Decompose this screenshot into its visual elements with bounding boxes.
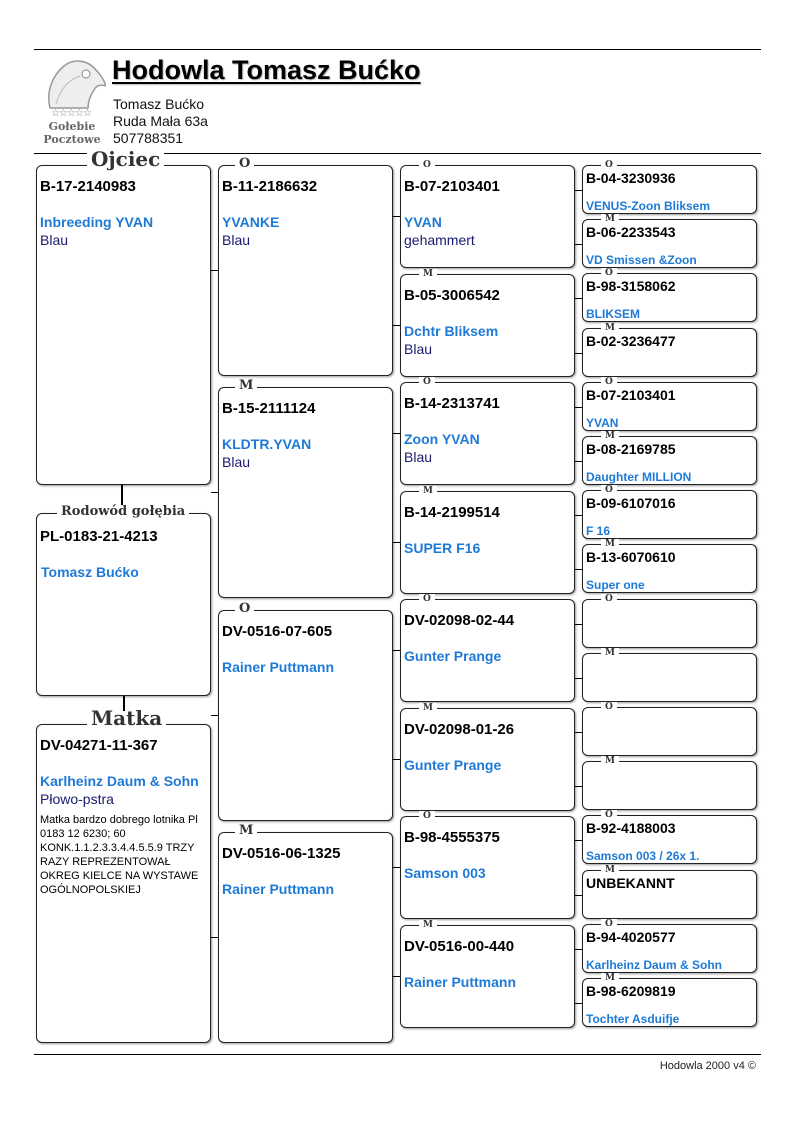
ancestor-legend: M [601, 865, 619, 875]
ancestor-card[interactable] [582, 864, 757, 919]
ancestor-legend: M [601, 431, 619, 441]
ancestor-name: VENUS-Zoon Bliksem [586, 199, 711, 213]
grandparent-card[interactable] [218, 378, 393, 598]
father-color: Blau [40, 232, 69, 248]
great-grandparent-legend: O [419, 594, 435, 604]
great-grandparent-card[interactable] [400, 811, 575, 919]
connector [575, 461, 582, 462]
great-grandparent-name: SUPER F16 [404, 539, 481, 556]
grandparent-legend: M [235, 824, 257, 838]
top-rule [34, 49, 761, 50]
grandparent-ring: DV-0516-06-1325 [222, 845, 341, 862]
owner-phone: 507788351 [113, 130, 184, 146]
ancestor-legend: M [601, 648, 619, 658]
ancestor-name: BLIKSEM [586, 307, 640, 322]
connector [393, 433, 400, 434]
subject-legend: Rodowód gołębia [57, 505, 189, 519]
great-grandparent-card[interactable] [400, 268, 575, 377]
ancestor-ring: B-06-2233543 [586, 224, 676, 241]
grandparent-ring: B-11-2186632 [222, 178, 318, 195]
mother-legend: Matka [87, 711, 166, 725]
great-grandparent-legend: M [419, 269, 437, 279]
mother-note: Matka bardzo dobrego lotnika Pl 0183 12 6230; 60 KONK.1.1.2.3.3.4.4.5.5.9 TRZY RAZY REPREZENTOWAŁ OKREG KIELCE NA WYSTAWE OGÓLNOPOLSKIEJ [40, 814, 199, 896]
ancestor-ring: UNBEKANNT [586, 874, 675, 891]
ancestor-legend: O [601, 594, 617, 604]
ancestor-legend: O [601, 485, 617, 495]
connector [575, 298, 582, 299]
connector [575, 949, 582, 950]
ancestor-legend: M [601, 214, 619, 224]
great-grandparent-ring: B-14-2313741 [404, 395, 500, 412]
connector [575, 515, 582, 516]
ancestor-legend: O [601, 810, 617, 820]
great-grandparent-card[interactable] [400, 485, 575, 594]
subject-ring: PL-0183-21-4213 [40, 528, 158, 545]
ancestor-legend: O [601, 377, 617, 387]
ancestor-card[interactable] [582, 268, 757, 322]
grandparent-name: Rainer Puttmann [222, 659, 335, 675]
owner-address [113, 96, 208, 147]
ancestor-card[interactable] [582, 485, 757, 539]
grandparent-legend: M [235, 379, 257, 393]
mother-color: Płowo-pstra [40, 791, 114, 807]
ancestor-ring: B-09-6107016 [586, 495, 676, 512]
grandparent-legend: O [235, 602, 254, 616]
ancestor-legend: O [601, 702, 617, 712]
ancestor-legend: O [601, 160, 617, 170]
ancestor-ring: B-98-3158062 [586, 278, 676, 295]
ancestor-ring: B-02-3236477 [586, 332, 676, 349]
connector [575, 678, 582, 679]
ancestor-ring: B-98-6209819 [586, 983, 676, 999]
ancestor-name: Samson 003 / 26x 1. [586, 849, 700, 864]
grandparent-name: YVANKE [222, 214, 280, 230]
ancestor-card[interactable] [582, 973, 757, 1027]
connector [575, 1003, 582, 1004]
connector [575, 190, 582, 191]
ancestor-card[interactable] [582, 810, 757, 864]
great-grandparent-ring: B-07-2103401 [404, 178, 500, 195]
ancestor-card[interactable] [582, 702, 757, 756]
ancestor-card[interactable] [582, 160, 757, 214]
logo-text-1: Gołebie [48, 120, 96, 133]
grandparent-ring: DV-0516-07-605 [222, 623, 333, 640]
ancestor-name: YVAN [586, 415, 619, 430]
ancestor-legend: O [601, 268, 617, 278]
father-card[interactable] [36, 147, 211, 485]
connector [393, 216, 400, 217]
connector [393, 650, 400, 651]
great-grandparent-name: Dchtr Bliksem [404, 322, 499, 339]
ancestor-ring: B-94-4020577 [586, 928, 676, 945]
grandparent-ring: B-15-2111124 [222, 400, 316, 417]
ancestor-card[interactable] [582, 376, 757, 431]
great-grandparent-legend: O [419, 377, 435, 387]
logo-text-2: Pocztowe [43, 133, 101, 146]
connector [575, 732, 582, 733]
mother-card[interactable] [36, 706, 211, 1043]
ancestor-ring: B-04-3230936 [586, 170, 676, 186]
footer-rule [34, 1054, 761, 1055]
great-grandparent-color: Blau [404, 340, 433, 357]
ancestor-legend: M [601, 539, 619, 549]
ancestor-name: Daughter MILLION [586, 470, 692, 484]
great-grandparent-legend: M [419, 703, 437, 713]
connector [575, 840, 582, 841]
connector [575, 624, 582, 625]
connector [575, 895, 582, 896]
ancestor-legend: M [601, 973, 619, 983]
great-grandparent-card[interactable] [400, 919, 575, 1028]
subject-name: Tomasz Bućko [41, 564, 139, 580]
ancestor-legend: M [601, 756, 619, 766]
grandparent-card[interactable] [218, 156, 393, 376]
ancestor-card[interactable] [582, 593, 757, 648]
connector [575, 353, 582, 354]
great-grandparent-ring: B-05-3006542 [404, 286, 500, 304]
ancestor-card[interactable] [582, 214, 757, 268]
father-legend: Ojciec [87, 152, 164, 166]
great-grandparent-name: Gunter Prange [404, 648, 502, 664]
ancestor-legend: M [601, 323, 619, 333]
footer-credit: Hodowla 2000 v4 © [659, 1060, 756, 1072]
grandparent-card[interactable] [218, 601, 393, 821]
connector [211, 937, 218, 938]
ancestor-card[interactable] [582, 756, 757, 810]
page-title: Hodowla Tomasz Bućko [112, 55, 421, 85]
ancestor-ring: B-07-2103401 [586, 386, 676, 403]
great-grandparent-legend: M [419, 920, 437, 930]
ancestor-card[interactable] [582, 918, 757, 973]
ancestor-name: Tochter Asduifje [586, 1012, 680, 1026]
great-grandparent-legend: O [419, 811, 435, 821]
pigeon-head-icon [42, 56, 106, 110]
grandparent-name: Rainer Puttmann [222, 881, 335, 897]
great-grandparent-ring: DV-0516-00-440 [404, 937, 515, 955]
connector [211, 715, 218, 716]
mother-ring: DV-04271-11-367 [40, 737, 158, 754]
ancestor-name: Super one [586, 578, 645, 593]
connector [575, 244, 582, 245]
connector [575, 569, 582, 570]
grandparent-name: KLDTR.YVAN [222, 436, 312, 452]
ancestor-name: F 16 [586, 524, 611, 539]
mother-name: Karlheinz Daum & Sohn [40, 773, 199, 789]
ancestor-name: Karlheinz Daum & Sohn [586, 957, 723, 972]
grandparent-card[interactable] [218, 823, 393, 1043]
ancestor-card[interactable] [582, 322, 757, 377]
great-grandparent-card[interactable] [400, 377, 575, 485]
connector [393, 542, 400, 543]
great-grandparent-name: Gunter Prange [404, 756, 502, 773]
great-grandparent-name: YVAN [404, 214, 442, 230]
great-grandparent-color: gehammert [404, 232, 475, 248]
subject-card[interactable] [36, 504, 211, 696]
grandparent-legend: O [235, 157, 254, 171]
connector [211, 270, 218, 271]
ancestor-ring: B-13-6070610 [586, 549, 676, 566]
owner-name: Tomasz Bućko [113, 96, 205, 112]
great-grandparent-legend: O [419, 160, 435, 170]
great-grandparent-card[interactable] [400, 594, 575, 702]
connector [393, 759, 400, 760]
great-grandparent-ring: B-98-4555375 [404, 829, 500, 846]
owner-street: Ruda Mała 63a [113, 113, 208, 129]
connector [211, 492, 218, 493]
ancestor-ring: B-08-2169785 [586, 441, 676, 457]
great-grandparent-name: Zoon YVAN [404, 431, 480, 447]
logo-stars: ☆☆☆☆☆ [51, 108, 91, 119]
great-grandparent-card[interactable] [400, 160, 575, 268]
connector [393, 325, 400, 326]
great-grandparent-ring: DV-02098-02-44 [404, 612, 515, 629]
great-grandparent-name: Rainer Puttmann [404, 973, 517, 990]
connector [393, 867, 400, 868]
ancestor-card[interactable] [582, 647, 757, 702]
ancestor-legend: O [601, 919, 617, 929]
great-grandparent-ring: DV-02098-01-26 [404, 720, 515, 738]
connector [575, 407, 582, 408]
great-grandparent-ring: B-14-2199514 [404, 503, 500, 521]
grandparent-color: Blau [222, 232, 251, 248]
great-grandparent-color: Blau [404, 449, 433, 465]
connector [393, 976, 400, 977]
father-ring: B-17-2140983 [40, 178, 136, 195]
ancestor-name: VD Smissen &Zoon [586, 253, 697, 268]
grandparent-color: Blau [222, 454, 251, 470]
great-grandparent-card[interactable] [400, 702, 575, 811]
great-grandparent-legend: M [419, 486, 437, 496]
father-name: Inbreeding YVAN [40, 214, 154, 230]
ancestor-card[interactable] [582, 539, 757, 593]
connector [575, 786, 582, 787]
logo [36, 56, 106, 146]
ancestor-ring: B-92-4188003 [586, 820, 676, 837]
ancestor-card[interactable] [582, 431, 757, 485]
great-grandparent-name: Samson 003 [404, 865, 486, 881]
